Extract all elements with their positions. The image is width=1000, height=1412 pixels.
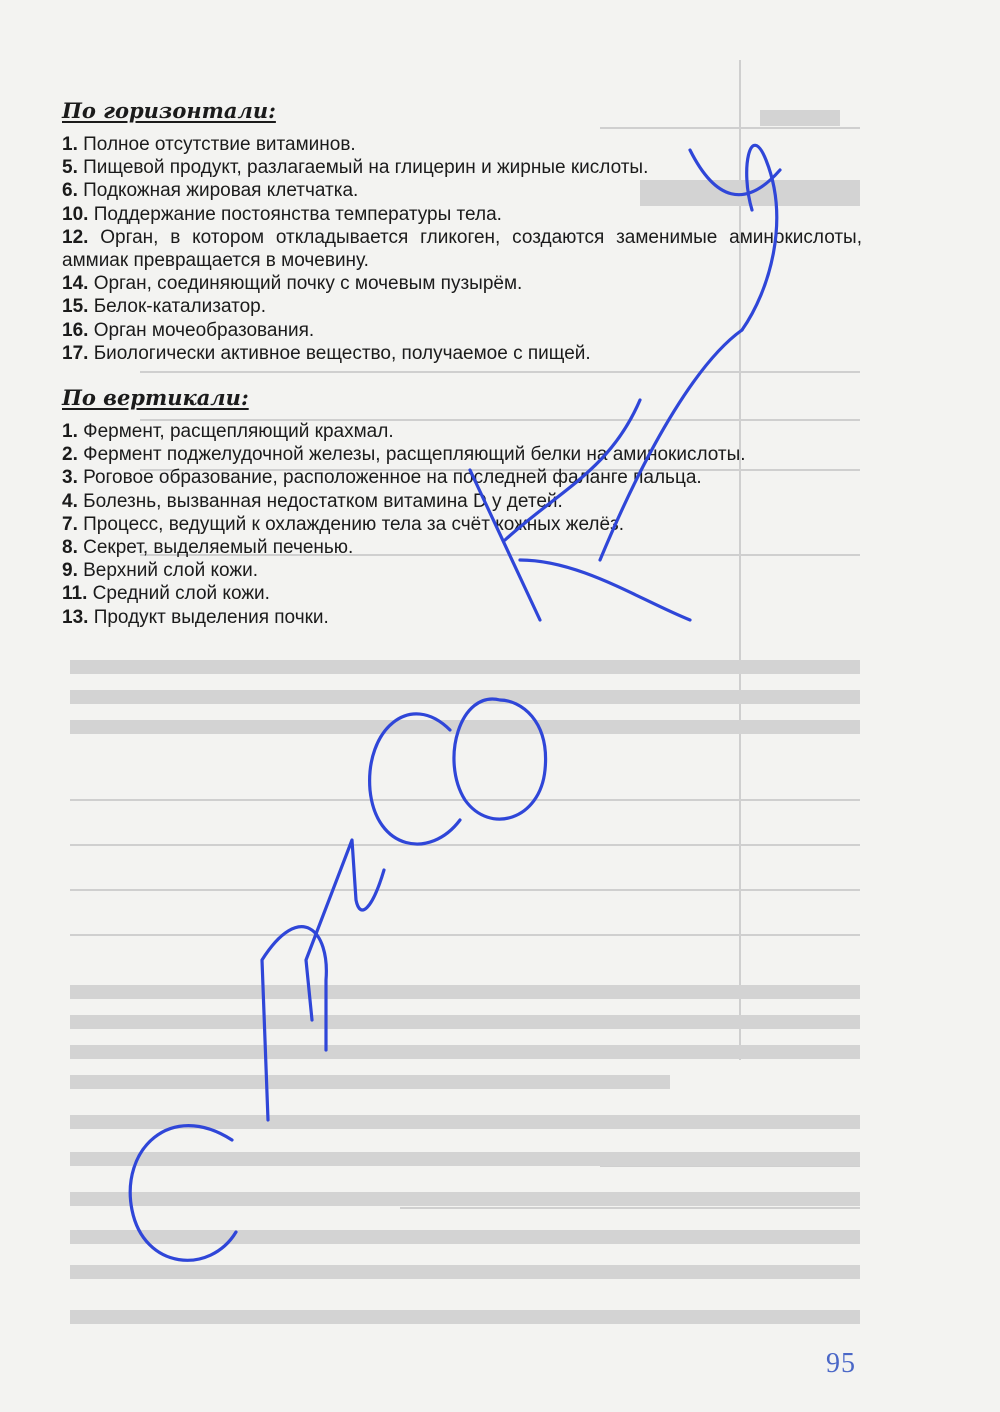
- clue-across-10: 10. Поддержание постоянства температуры тела.: [62, 203, 502, 225]
- clue-down-3: 3. Роговое образование, расположенное на последней фаланге пальца.: [62, 467, 702, 489]
- clue-down-9: 9. Верхний слой кожи.: [62, 560, 258, 582]
- clue-down-13: 13. Продукт выделения почки.: [62, 606, 329, 628]
- vertical-clue-list: [62, 420, 862, 629]
- clue-down-2: 2. Фермент поджелудочной железы, расщепляющий белки на аминокислоты.: [62, 444, 746, 466]
- clue-down-7: 7. Процесс, ведущий к охлаждению тела за счёт кожных желёз.: [62, 513, 625, 535]
- clue-across-6: 6. Подкожная жировая клетчатка.: [62, 180, 359, 202]
- clue-down-11: 11. Средний слой кожи.: [62, 583, 270, 605]
- clue-across-15: 15. Белок-катализатор.: [62, 296, 267, 318]
- crossword-clues: [62, 98, 862, 629]
- clue-down-8: 8. Секрет, выделяемый печенью.: [62, 537, 354, 559]
- vertical-heading: По вертикали:: [62, 385, 249, 411]
- clue-across-14: 14. Орган, соединяющий почку с мочевым пузырём.: [62, 273, 523, 295]
- clue-down-1: 1. Фермент, расщепляющий крахмал.: [62, 421, 394, 443]
- clue-across-12: 12. Орган, в котором откладывается гликоген, создаются заменимые аминокислоты, аммиак превращается в мочевину.: [62, 226, 862, 272]
- clue-across-5: 5. Пищевой продукт, разлагаемый на глицерин и жирные кислоты.: [62, 157, 649, 179]
- clue-across-17: 17. Биологически активное вещество, получаемое с пищей.: [62, 342, 591, 364]
- page-number: 95: [826, 1348, 856, 1379]
- horizontal-heading: По горизонтали:: [62, 98, 276, 123]
- clue-down-4: 4. Болезнь, вызванная недостатком витамина D у детей.: [62, 490, 563, 512]
- clue-across-1: 1. Полное отсутствие витаминов.: [62, 134, 356, 155]
- clue-across-16: 16. Орган мочеобразования.: [62, 319, 315, 341]
- horizontal-clue-list: [62, 133, 862, 365]
